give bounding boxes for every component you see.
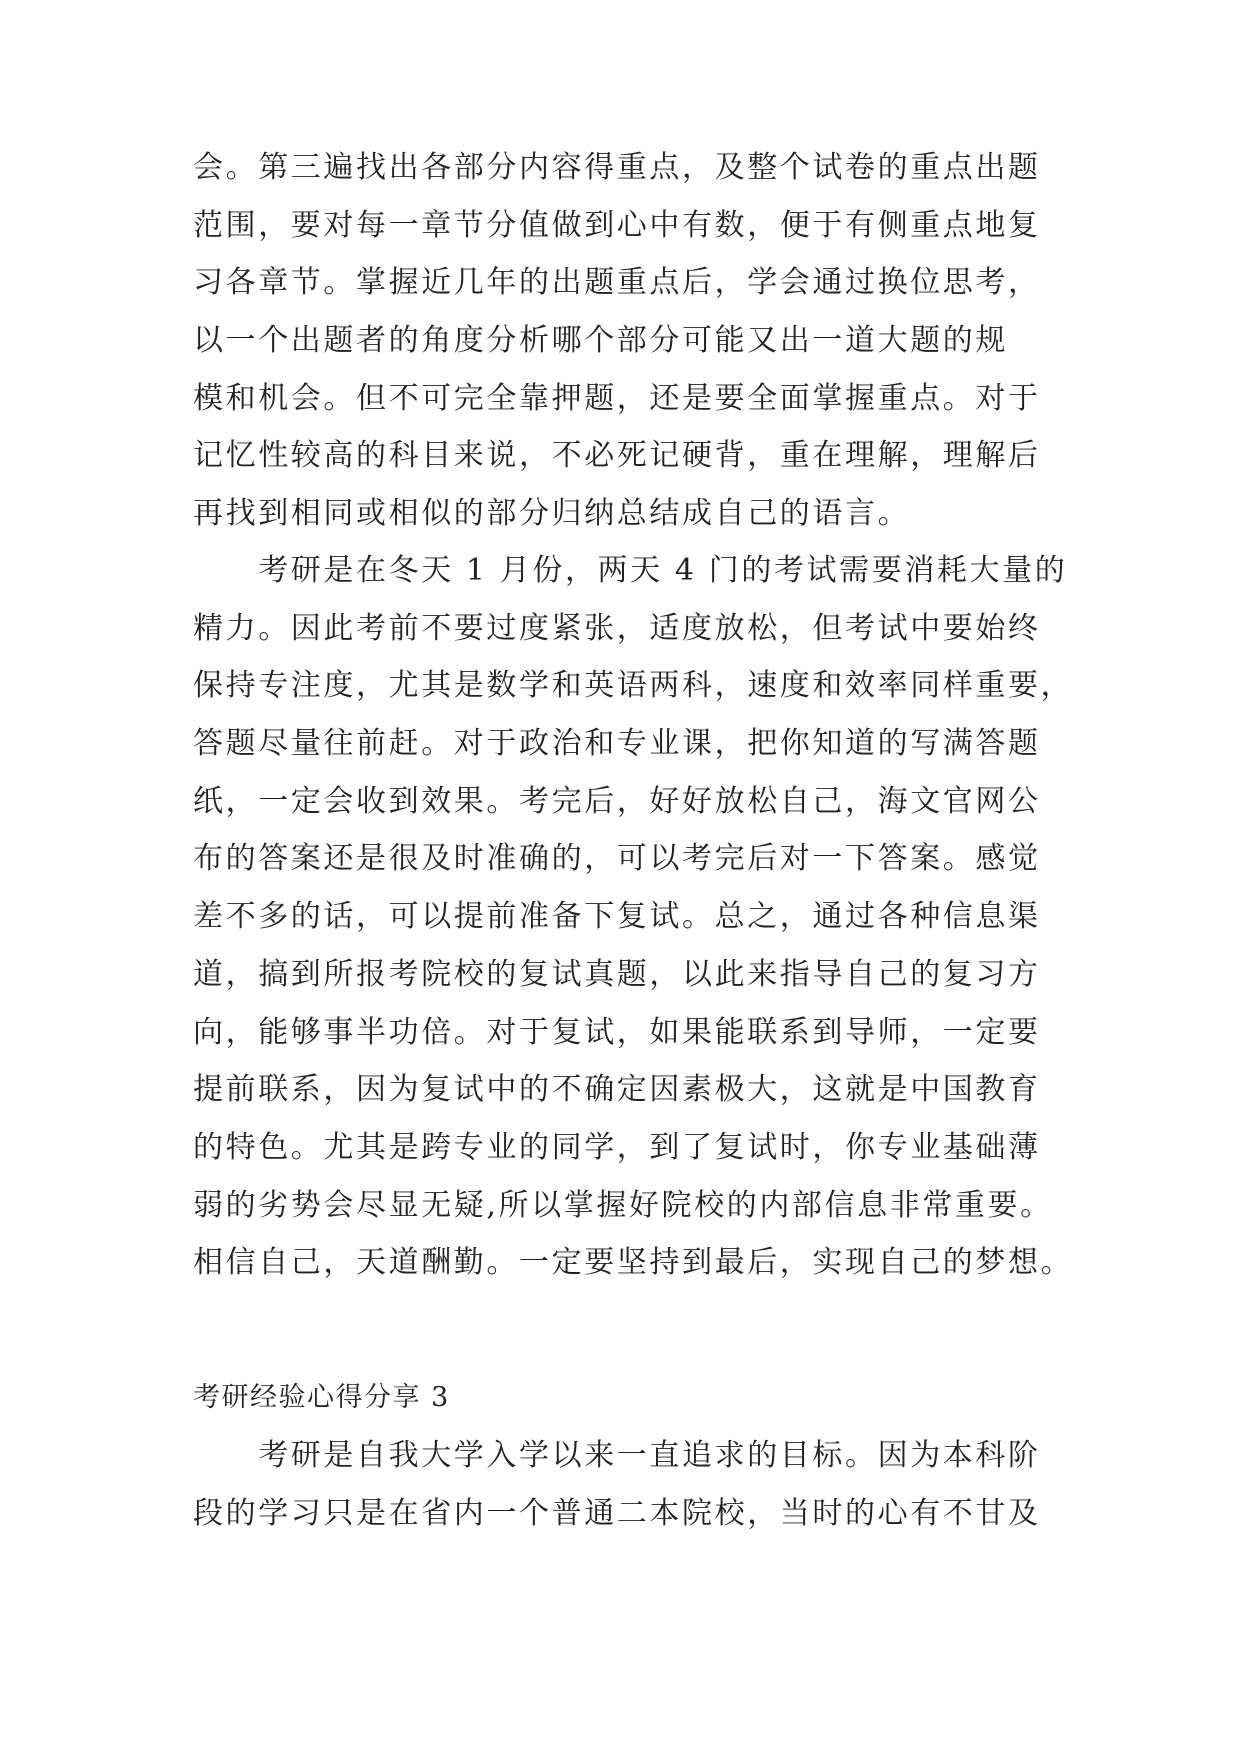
text-line: 考研是在冬天 1 月份，两天 4 门的考试需要消耗大量的 xyxy=(193,553,1068,588)
text-line: 相信自己，天道酬勤。一定要坚持到最后，实现自己的梦想。 xyxy=(193,1245,1074,1281)
text-line: 的特色。尤其是跨专业的同学，到了复试时，你专业基础薄 xyxy=(193,1129,1041,1165)
text-line: 布的答案还是很及时准确的，可以考完后对一下答案。感觉 xyxy=(193,841,1041,877)
text-line: 会。第三遍找出各部分内容得重点，及整个试卷的重点出题 xyxy=(193,150,1041,185)
text-line: 答题尽量往前赶。对于政治和专业课，把你知道的写满答题 xyxy=(193,726,1041,762)
text-line: 差不多的话，可以提前准备下复试。总之，通过各种信息渠 xyxy=(193,899,1041,935)
paragraph-3 xyxy=(193,1427,1053,1542)
paragraph-1 xyxy=(193,139,1053,543)
text-line: 记忆性较高的科目来说，不必死记硬背，重在理解，理解后 xyxy=(193,438,1041,474)
text-line: 模和机会。但不可完全靠押题，还是要全面掌握重点。对于 xyxy=(193,380,1041,416)
text-line: 提前联系，因为复试中的不确定因素极大，这就是中国教育 xyxy=(193,1072,1041,1108)
paragraph-2 xyxy=(193,542,1074,1292)
text-line: 道，搞到所报考院校的复试真题，以此来指导自己的复习方 xyxy=(193,956,1041,992)
text-line: 精力。因此考前不要过度紧张，适度放松，但考试中要始终 xyxy=(193,610,1041,646)
text-line: 弱的劣势会尽显无疑,所以掌握好院校的内部信息非常重要。 xyxy=(193,1187,1053,1223)
text-line: 向，能够事半功倍。对于复试，如果能联系到导师，一定要 xyxy=(193,1014,1041,1050)
text-line: 纸，一定会收到效果。考完后，好好放松自己，海文官网公 xyxy=(193,783,1041,819)
text-line: 段的学习只是在省内一个普通二本院校，当时的心有不甘及 xyxy=(193,1495,1041,1531)
text-line: 习各章节。掌握近几年的出题重点后，学会通过换位思考， xyxy=(193,265,1041,301)
text-line: 范围，要对每一章节分值做到心中有数，便于有侧重点地复 xyxy=(193,207,1041,243)
text-line: 考研是自我大学入学以来一直追求的目标。因为本科阶 xyxy=(193,1438,1041,1473)
section-heading: 考研经验心得分享 3 xyxy=(193,1382,450,1413)
text-line: 再找到相同或相似的部分归纳总结成自己的语言。 xyxy=(193,496,911,532)
text-line: 保持专注度，尤其是数学和英语两科，速度和效率同样重要， xyxy=(193,668,1074,704)
text-line: 以一个出题者的角度分析哪个部分可能又出一道大题的规 xyxy=(193,323,1008,359)
